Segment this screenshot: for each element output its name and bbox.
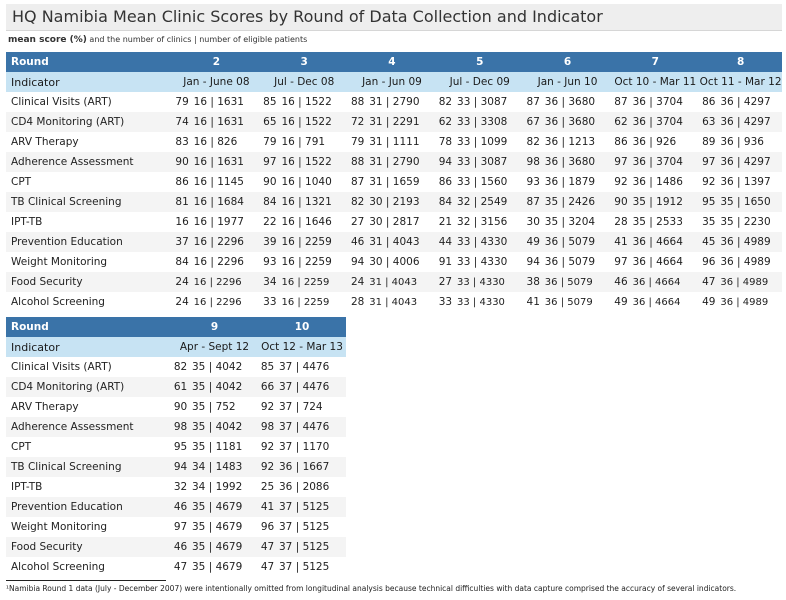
clinics-patients: 16 | 1631	[192, 152, 261, 172]
clinics-patients: 35 | 1912	[631, 192, 700, 212]
indicator-header-row	[6, 337, 346, 357]
clinics-patients: 36 | 4297	[718, 152, 782, 172]
mean-score: 87	[524, 192, 543, 212]
clinics-patients: 36 | 4989	[718, 252, 782, 272]
clinics-patients: 36 | 5079	[543, 252, 612, 272]
mean-score: 98	[258, 417, 277, 437]
clinics-patients: 31 | 4043	[367, 292, 436, 312]
indicator-name: CPT	[6, 437, 171, 457]
mean-score: 79	[348, 132, 367, 152]
mean-score: 86	[173, 172, 192, 192]
round-number: 9	[171, 317, 258, 337]
mean-score: 88	[348, 92, 367, 112]
mean-score: 87	[348, 172, 367, 192]
clinics-patients: 35 | 4679	[190, 497, 258, 517]
mean-score: 65	[260, 112, 279, 132]
clinics-patients: 36 | 3704	[631, 112, 700, 132]
clinics-patients: 36 | 4297	[718, 92, 782, 112]
clinics-patients: 36 | 4664	[631, 232, 700, 252]
mean-score: 94	[524, 252, 543, 272]
mean-score: 91	[436, 252, 455, 272]
clinics-patients: 36 | 1397	[718, 172, 782, 192]
mean-score: 67	[524, 112, 543, 132]
table-row	[6, 272, 782, 292]
mean-score: 49	[699, 292, 718, 312]
scores-table-rounds-9-10	[6, 317, 346, 577]
mean-score: 85	[260, 92, 279, 112]
clinics-patients: 37 | 5125	[277, 497, 346, 517]
clinics-patients: 33 | 3087	[455, 92, 524, 112]
table-row	[6, 417, 346, 437]
mean-score: 92	[258, 457, 277, 477]
clinics-patients: 33 | 4330	[455, 272, 524, 292]
mean-score: 21	[436, 212, 455, 232]
clinics-patients: 33 | 1099	[455, 132, 524, 152]
clinics-patients: 16 | 1040	[279, 172, 348, 192]
indicator-name: ARV Therapy	[6, 132, 173, 152]
round-label: Round	[6, 52, 173, 72]
mean-score: 24	[348, 272, 367, 292]
indicator-name: ARV Therapy	[6, 397, 171, 417]
round-number: 6	[524, 52, 612, 72]
clinics-patients: 16 | 1522	[279, 92, 348, 112]
round-label: Round	[6, 317, 171, 337]
footnote-rule	[6, 580, 166, 581]
mean-score: 34	[260, 272, 279, 292]
mean-score: 82	[436, 92, 455, 112]
mean-score: 27	[436, 272, 455, 292]
clinics-patients: 36 | 3704	[631, 152, 700, 172]
indicator-name: Weight Monitoring	[6, 252, 173, 272]
clinics-patients: 16 | 1145	[192, 172, 261, 192]
clinics-patients: 35 | 4679	[190, 517, 258, 537]
table-row	[6, 397, 346, 417]
clinics-patients: 16 | 826	[192, 132, 261, 152]
indicator-name: CD4 Monitoring (ART)	[6, 112, 173, 132]
mean-score: 97	[260, 152, 279, 172]
table-row	[6, 377, 346, 397]
mean-score: 93	[524, 172, 543, 192]
clinics-patients: 33 | 3087	[455, 152, 524, 172]
clinics-patients: 16 | 2259	[279, 232, 348, 252]
mean-score: 28	[611, 212, 630, 232]
indicator-header-row	[6, 72, 782, 92]
mean-score: 33	[436, 292, 455, 312]
mean-score: 88	[348, 152, 367, 172]
clinics-patients: 36 | 4664	[631, 252, 700, 272]
indicator-name: Alcohol Screening	[6, 557, 171, 577]
table-row	[6, 292, 782, 312]
clinics-patients: 31 | 2790	[367, 92, 436, 112]
mean-score: 82	[348, 192, 367, 212]
mean-score: 41	[258, 497, 277, 517]
page-title: HQ Namibia Mean Clinic Scores by Round of Data Collection and Indicator	[12, 7, 603, 26]
table-row	[6, 92, 782, 112]
clinics-patients: 16 | 2259	[279, 272, 348, 292]
clinics-patients: 36 | 926	[631, 132, 700, 152]
table-row	[6, 132, 782, 152]
clinics-patients: 31 | 2790	[367, 152, 436, 172]
clinics-patients: 36 | 5079	[543, 292, 612, 312]
mean-score: 39	[260, 232, 279, 252]
mean-score: 24	[173, 272, 192, 292]
mean-score: 87	[611, 92, 630, 112]
mean-score: 85	[258, 357, 277, 377]
indicator-name: Adherence Assessment	[6, 152, 173, 172]
subtitle	[8, 35, 307, 45]
clinics-patients: 34 | 1483	[190, 457, 258, 477]
clinics-patients: 37 | 5125	[277, 517, 346, 537]
mean-score: 16	[173, 212, 192, 232]
indicator-name: Prevention Education	[6, 497, 171, 517]
table-row	[6, 537, 346, 557]
mean-score: 47	[258, 557, 277, 577]
table-row	[6, 357, 346, 377]
table-row	[6, 172, 782, 192]
mean-score: 22	[260, 212, 279, 232]
clinics-patients: 37 | 4476	[277, 377, 346, 397]
clinics-patients: 35 | 4679	[190, 557, 258, 577]
mean-score: 92	[258, 397, 277, 417]
mean-score: 49	[611, 292, 630, 312]
clinics-patients: 32 | 2549	[455, 192, 524, 212]
table-row	[6, 112, 782, 132]
clinics-patients: 36 | 4664	[631, 292, 700, 312]
mean-score: 66	[258, 377, 277, 397]
mean-score: 74	[173, 112, 192, 132]
clinics-patients: 36 | 3680	[543, 92, 612, 112]
mean-score: 27	[348, 212, 367, 232]
mean-score: 94	[348, 252, 367, 272]
clinics-patients: 16 | 1631	[192, 112, 261, 132]
mean-score: 94	[436, 152, 455, 172]
indicator-name: IPT-TB	[6, 212, 173, 232]
round-number: 4	[348, 52, 436, 72]
mean-score: 33	[260, 292, 279, 312]
clinics-patients: 36 | 4989	[718, 292, 782, 312]
mean-score: 35	[699, 212, 718, 232]
clinics-patients: 37 | 5125	[277, 537, 346, 557]
round-header-row	[6, 317, 346, 337]
mean-score: 47	[258, 537, 277, 557]
mean-score: 92	[699, 172, 718, 192]
mean-score: 37	[173, 232, 192, 252]
indicator-name: TB Clinical Screening	[6, 192, 173, 212]
clinics-patients: 36 | 936	[718, 132, 782, 152]
clinics-patients: 16 | 1646	[279, 212, 348, 232]
round-period: Oct 12 - Mar 13	[258, 337, 346, 357]
indicator-name: Clinical Visits (ART)	[6, 92, 173, 112]
round-period: Oct 10 - Mar 11	[611, 72, 699, 92]
mean-score: 82	[524, 132, 543, 152]
round-period: Apr - Sept 12	[171, 337, 258, 357]
clinics-patients: 33 | 4330	[455, 292, 524, 312]
clinics-patients: 31 | 4043	[367, 232, 436, 252]
indicator-label: Indicator	[6, 337, 171, 357]
round-number: 8	[699, 52, 782, 72]
clinics-patients: 31 | 2291	[367, 112, 436, 132]
mean-score: 97	[171, 517, 190, 537]
clinics-patients: 16 | 2296	[192, 252, 261, 272]
table-row	[6, 152, 782, 172]
clinics-patients: 16 | 791	[279, 132, 348, 152]
clinics-patients: 30 | 4006	[367, 252, 436, 272]
table-row	[6, 212, 782, 232]
table-row	[6, 497, 346, 517]
round-number: 10	[258, 317, 346, 337]
clinics-patients: 35 | 3204	[543, 212, 612, 232]
clinics-patients: 37 | 5125	[277, 557, 346, 577]
mean-score: 81	[173, 192, 192, 212]
indicator-name: CD4 Monitoring (ART)	[6, 377, 171, 397]
mean-score: 32	[171, 477, 190, 497]
mean-score: 79	[173, 92, 192, 112]
clinics-patients: 32 | 3156	[455, 212, 524, 232]
mean-score: 46	[348, 232, 367, 252]
clinics-patients: 33 | 4330	[455, 252, 524, 272]
round-number: 3	[260, 52, 348, 72]
mean-score: 61	[171, 377, 190, 397]
clinics-patients: 36 | 5079	[543, 232, 612, 252]
round-period: Jan - June 08	[173, 72, 261, 92]
clinics-patients: 16 | 1977	[192, 212, 261, 232]
mean-score: 38	[524, 272, 543, 292]
title-bar	[6, 4, 782, 31]
clinics-patients: 35 | 1181	[190, 437, 258, 457]
subtitle-bold: mean score (%)	[8, 35, 87, 45]
clinics-patients: 37 | 1170	[277, 437, 346, 457]
clinics-patients: 16 | 1631	[192, 92, 261, 112]
mean-score: 24	[173, 292, 192, 312]
mean-score: 95	[699, 192, 718, 212]
clinics-patients: 36 | 4297	[718, 112, 782, 132]
clinics-patients: 30 | 2193	[367, 192, 436, 212]
mean-score: 46	[611, 272, 630, 292]
mean-score: 28	[348, 292, 367, 312]
table-row	[6, 252, 782, 272]
clinics-patients: 36 | 4989	[718, 232, 782, 252]
mean-score: 90	[611, 192, 630, 212]
indicator-name: Clinical Visits (ART)	[6, 357, 171, 377]
clinics-patients: 37 | 4476	[277, 357, 346, 377]
clinics-patients: 31 | 1111	[367, 132, 436, 152]
clinics-patients: 33 | 1560	[455, 172, 524, 192]
scores-table-rounds-2-8	[6, 52, 782, 312]
clinics-patients: 16 | 1522	[279, 112, 348, 132]
mean-score: 84	[173, 252, 192, 272]
mean-score: 96	[699, 252, 718, 272]
mean-score: 92	[258, 437, 277, 457]
clinics-patients: 35 | 2426	[543, 192, 612, 212]
clinics-patients: 36 | 1667	[277, 457, 346, 477]
mean-score: 87	[524, 92, 543, 112]
table-row	[6, 437, 346, 457]
clinics-patients: 35 | 4042	[190, 377, 258, 397]
clinics-patients: 37 | 4476	[277, 417, 346, 437]
table-row	[6, 457, 346, 477]
mean-score: 72	[348, 112, 367, 132]
round-period: Jan - Jun 09	[348, 72, 436, 92]
clinics-patients: 16 | 1684	[192, 192, 261, 212]
round-header-row	[6, 52, 782, 72]
mean-score: 44	[436, 232, 455, 252]
table-row	[6, 192, 782, 212]
clinics-patients: 33 | 3308	[455, 112, 524, 132]
mean-score: 46	[171, 537, 190, 557]
mean-score: 90	[173, 152, 192, 172]
mean-score: 90	[171, 397, 190, 417]
clinics-patients: 36 | 1213	[543, 132, 612, 152]
clinics-patients: 16 | 1522	[279, 152, 348, 172]
mean-score: 86	[699, 92, 718, 112]
mean-score: 45	[699, 232, 718, 252]
indicator-name: Adherence Assessment	[6, 417, 171, 437]
clinics-patients: 35 | 4042	[190, 357, 258, 377]
table-row	[6, 557, 346, 577]
mean-score: 84	[260, 192, 279, 212]
clinics-patients: 16 | 1321	[279, 192, 348, 212]
indicator-name: IPT-TB	[6, 477, 171, 497]
round-number: 7	[611, 52, 699, 72]
mean-score: 90	[260, 172, 279, 192]
clinics-patients: 35 | 752	[190, 397, 258, 417]
clinics-patients: 35 | 4042	[190, 417, 258, 437]
indicator-name: Prevention Education	[6, 232, 173, 252]
mean-score: 96	[258, 517, 277, 537]
clinics-patients: 36 | 3704	[631, 92, 700, 112]
clinics-patients: 16 | 2296	[192, 292, 261, 312]
mean-score: 49	[524, 232, 543, 252]
clinics-patients: 31 | 4043	[367, 272, 436, 292]
mean-score: 86	[611, 132, 630, 152]
clinics-patients: 36 | 5079	[543, 272, 612, 292]
clinics-patients: 36 | 4989	[718, 272, 782, 292]
mean-score: 47	[699, 272, 718, 292]
indicator-name: Food Security	[6, 272, 173, 292]
mean-score: 97	[611, 152, 630, 172]
mean-score: 79	[260, 132, 279, 152]
table-row	[6, 232, 782, 252]
indicator-name: TB Clinical Screening	[6, 457, 171, 477]
indicator-name: Food Security	[6, 537, 171, 557]
table-row	[6, 477, 346, 497]
mean-score: 25	[258, 477, 277, 497]
mean-score: 97	[699, 152, 718, 172]
mean-score: 30	[524, 212, 543, 232]
mean-score: 98	[524, 152, 543, 172]
mean-score: 97	[611, 252, 630, 272]
indicator-name: Weight Monitoring	[6, 517, 171, 537]
clinics-patients: 35 | 2230	[718, 212, 782, 232]
clinics-patients: 30 | 2817	[367, 212, 436, 232]
subtitle-rest: and the number of clinics | number of eligible patients	[86, 35, 308, 44]
clinics-patients: 16 | 2259	[279, 292, 348, 312]
mean-score: 93	[260, 252, 279, 272]
round-period: Oct 11 - Mar 12	[699, 72, 782, 92]
mean-score: 41	[611, 232, 630, 252]
clinics-patients: 16 | 2259	[279, 252, 348, 272]
indicator-name: CPT	[6, 172, 173, 192]
mean-score: 82	[171, 357, 190, 377]
mean-score: 86	[436, 172, 455, 192]
round-number: 5	[436, 52, 524, 72]
mean-score: 84	[436, 192, 455, 212]
clinics-patients: 36 | 4664	[631, 272, 700, 292]
mean-score: 63	[699, 112, 718, 132]
clinics-patients: 36 | 1486	[631, 172, 700, 192]
mean-score: 46	[171, 497, 190, 517]
footnote: ¹Namibia Round 1 data (July - December 2007) were intentionally omitted from longitudinal analysis because technical difficulties with data capture comprised the accuracy of several indicators.	[6, 584, 737, 593]
clinics-patients: 31 | 1659	[367, 172, 436, 192]
mean-score: 94	[171, 457, 190, 477]
table-row	[6, 517, 346, 537]
clinics-patients: 16 | 2296	[192, 272, 261, 292]
indicator-label: Indicator	[6, 72, 173, 92]
clinics-patients: 35 | 2533	[631, 212, 700, 232]
clinics-patients: 16 | 2296	[192, 232, 261, 252]
round-period: Jul - Dec 08	[260, 72, 348, 92]
mean-score: 98	[171, 417, 190, 437]
mean-score: 78	[436, 132, 455, 152]
clinics-patients: 36 | 3680	[543, 112, 612, 132]
clinics-patients: 37 | 724	[277, 397, 346, 417]
mean-score: 92	[611, 172, 630, 192]
mean-score: 41	[524, 292, 543, 312]
clinics-patients: 36 | 2086	[277, 477, 346, 497]
mean-score: 89	[699, 132, 718, 152]
mean-score: 83	[173, 132, 192, 152]
indicator-name: Alcohol Screening	[6, 292, 173, 312]
mean-score: 47	[171, 557, 190, 577]
round-period: Jan - Jun 10	[524, 72, 612, 92]
clinics-patients: 35 | 4679	[190, 537, 258, 557]
round-number: 2	[173, 52, 261, 72]
clinics-patients: 34 | 1992	[190, 477, 258, 497]
mean-score: 62	[436, 112, 455, 132]
clinics-patients: 33 | 4330	[455, 232, 524, 252]
clinics-patients: 36 | 1879	[543, 172, 612, 192]
clinics-patients: 36 | 3680	[543, 152, 612, 172]
round-period: Jul - Dec 09	[436, 72, 524, 92]
clinics-patients: 35 | 1650	[718, 192, 782, 212]
mean-score: 62	[611, 112, 630, 132]
mean-score: 95	[171, 437, 190, 457]
